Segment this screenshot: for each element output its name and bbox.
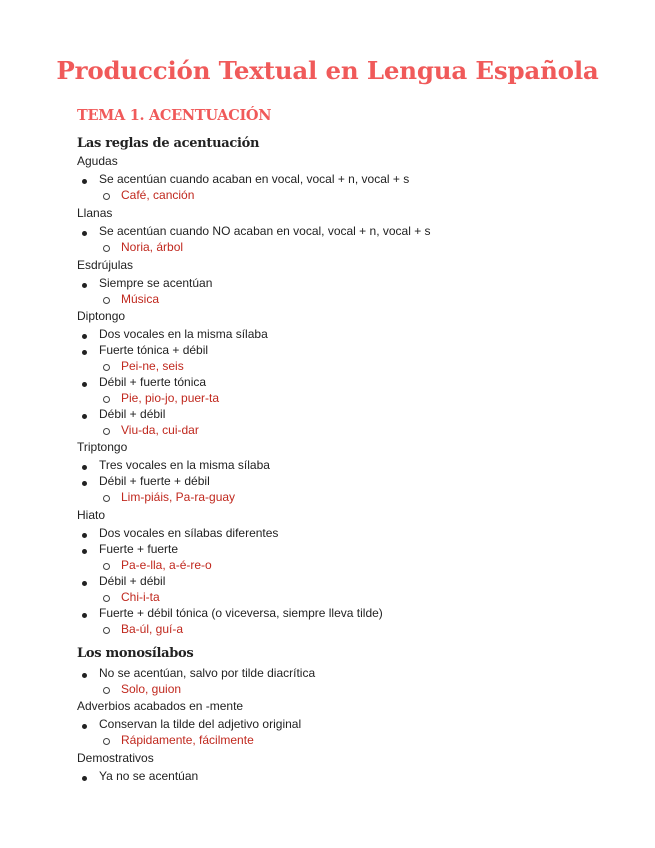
bullet-dot-icon: [82, 549, 87, 554]
bullet-circle-icon: [103, 563, 110, 570]
example-text: Pie, pio-jo, puer-ta: [121, 391, 220, 405]
example-text: Chi-i-ta: [121, 590, 160, 604]
bullet-dot-icon: [82, 334, 87, 339]
bullet-dot-icon: [82, 776, 87, 781]
bullet-text: Fuerte tónica + débil: [99, 343, 209, 357]
category-label-adverbios: Adverbios acabados en -mente: [77, 699, 244, 713]
bullet-dot-icon: [82, 533, 87, 538]
example-text: Pei-ne, seis: [121, 359, 184, 373]
bullet-circle-icon: [103, 627, 110, 634]
bullet-text: Se acentúan cuando NO acaban en vocal, vocal + n, vocal + s: [99, 224, 431, 238]
bullet-circle-icon: [103, 364, 110, 371]
bullet-dot-icon: [82, 724, 87, 729]
example-text: Viu-da, cui-dar: [121, 423, 199, 437]
bullet-text: Dos vocales en sílabas diferentes: [99, 526, 279, 540]
example-text: Rápidamente, fácilmente: [121, 733, 254, 747]
category-label-esdrujulas: Esdrújulas: [77, 258, 134, 272]
example-text: Solo, guion: [121, 682, 182, 696]
example-text: Música: [121, 292, 160, 306]
category-label-diptongo: Diptongo: [77, 309, 126, 323]
bullet-text: Fuerte + débil tónica (o viceversa, siempre lleva tilde): [99, 606, 383, 620]
bullet-circle-icon: [103, 687, 110, 694]
bullet-dot-icon: [82, 231, 87, 236]
bullet-text: Débil + débil: [99, 574, 166, 588]
category-label-llanas: Llanas: [77, 206, 113, 220]
bullet-dot-icon: [82, 581, 87, 586]
section-heading: TEMA 1. ACENTUACIÓN: [77, 107, 272, 124]
bullet-circle-icon: [103, 396, 110, 403]
category-label-demostrativos: Demostrativos: [77, 751, 154, 765]
bullet-dot-icon: [82, 673, 87, 678]
example-text: Café, canción: [121, 188, 195, 202]
category-label-triptongo: Triptongo: [77, 440, 128, 454]
bullet-circle-icon: [103, 245, 110, 252]
example-text: Ba-úl, guí-a: [121, 622, 184, 636]
bullet-dot-icon: [82, 350, 87, 355]
bullet-text: Débil + débil: [99, 407, 166, 421]
bullet-text: Siempre se acentúan: [99, 276, 213, 290]
document-title: Producción Textual en Lengua Española: [56, 56, 599, 85]
bullet-text: No se acentúan, salvo por tilde diacrítica: [99, 666, 316, 680]
subsection-title-monosilabos: Los monosílabos: [77, 646, 194, 661]
bullet-text: Conservan la tilde del adjetivo original: [99, 717, 302, 731]
bullet-circle-icon: [103, 193, 110, 200]
bullet-text: Ya no se acentúan: [99, 769, 199, 783]
example-text: Pa-e-lla, a-é-re-o: [121, 558, 212, 572]
bullet-text: Fuerte + fuerte: [99, 542, 179, 556]
bullet-dot-icon: [82, 283, 87, 288]
bullet-circle-icon: [103, 297, 110, 304]
category-label-hiato: Hiato: [77, 508, 106, 522]
bullet-text: Dos vocales en la misma sílaba: [99, 327, 268, 341]
bullet-dot-icon: [82, 179, 87, 184]
category-label-agudas: Agudas: [77, 154, 118, 168]
bullet-circle-icon: [103, 495, 110, 502]
bullet-text: Débil + fuerte tónica: [99, 375, 207, 389]
bullet-dot-icon: [82, 481, 87, 486]
subsection-title-reglas: Las reglas de acentuación: [77, 136, 260, 151]
bullet-dot-icon: [82, 414, 87, 419]
bullet-text: Tres vocales en la misma sílaba: [99, 458, 270, 472]
example-text: Noria, árbol: [121, 240, 184, 254]
bullet-circle-icon: [103, 595, 110, 602]
bullet-dot-icon: [82, 465, 87, 470]
bullet-circle-icon: [103, 738, 110, 745]
bullet-text: Débil + fuerte + débil: [99, 474, 210, 488]
bullet-dot-icon: [82, 613, 87, 618]
bullet-text: Se acentúan cuando acaban en vocal, vocal + n, vocal + s: [99, 172, 410, 186]
bullet-dot-icon: [82, 382, 87, 387]
example-text: Lim-piáis, Pa-ra-guay: [121, 490, 236, 504]
bullet-circle-icon: [103, 428, 110, 435]
